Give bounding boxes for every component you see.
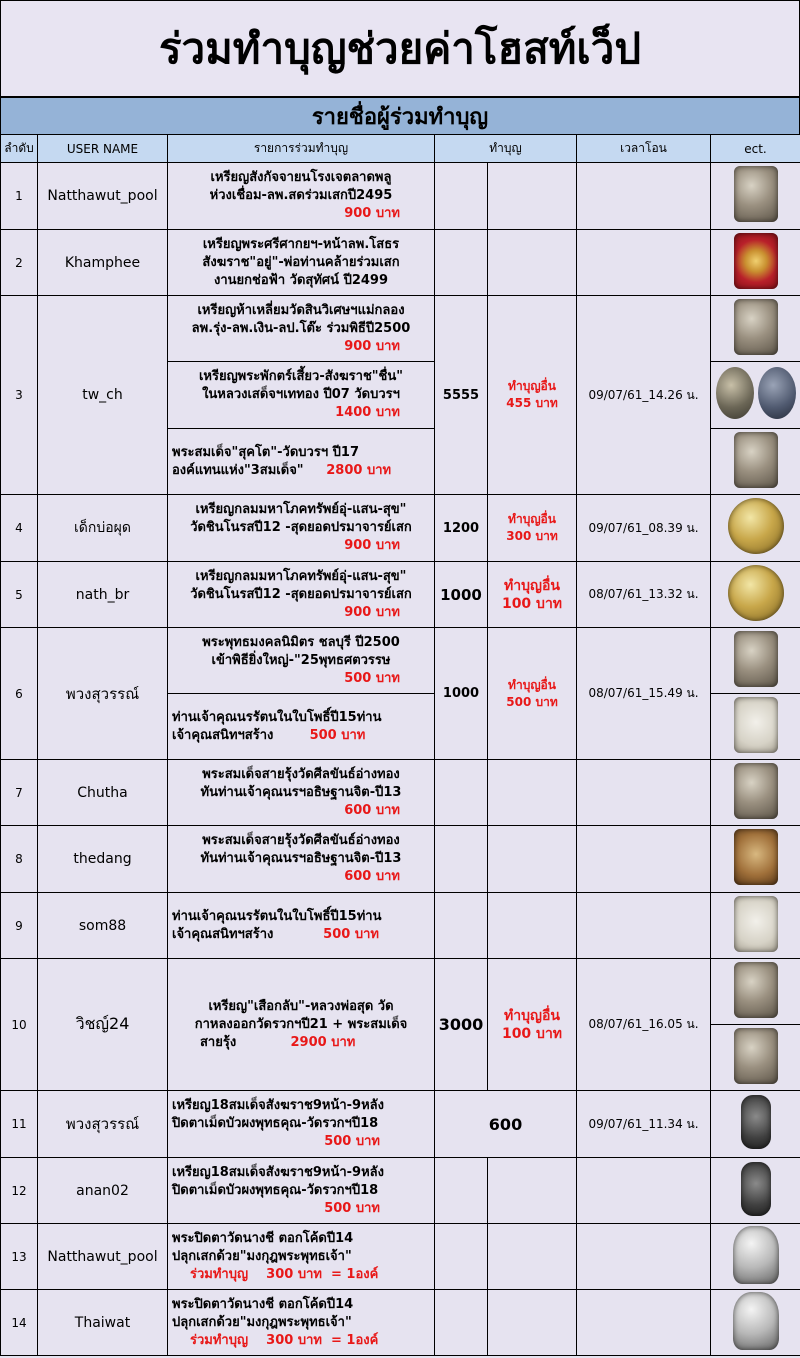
header-ect: ect. (711, 135, 800, 163)
row-extra (488, 628, 577, 760)
header-user: USER NAME (38, 135, 168, 163)
row-number: 8 (1, 826, 38, 893)
extra-label: ทำบุญอื่น (504, 577, 560, 594)
item-line: ทันท่านเจ้าคุณนรฯอธิษฐานจิต-ปี13 (200, 851, 402, 866)
row-amount: 1000 (435, 628, 488, 760)
item-price: 900 บาท (344, 604, 400, 620)
pendant-icon (741, 1095, 771, 1149)
row-item (168, 429, 435, 495)
row-item (168, 1290, 435, 1356)
row-item (168, 562, 435, 628)
row-user: Thaiwat (38, 1290, 168, 1356)
item-line-with-price (172, 462, 430, 480)
row-amount (435, 760, 488, 826)
row-item (168, 628, 435, 694)
row-image (711, 296, 800, 362)
row-image (711, 1290, 800, 1356)
item-line: เจ้าคุณสนิทฯสร้าง (172, 926, 274, 942)
row-amount (435, 163, 488, 230)
row-image (711, 1091, 800, 1158)
item-line: ห่วงเชื่อม-ลพ.สดร่วมเสกปี2495 (209, 188, 393, 203)
item-line: เหรียญกลมมหาโภคทรัพย์อุ่-แสน-สุข" (195, 568, 407, 584)
item-line: ปลุกเสกด้วย"มงกุฎพระพุทธเจ้า" (172, 1314, 352, 1330)
item-line: เหรียญ18สมเด็จสังฆราช9หน้า-9หลัง (172, 1098, 384, 1113)
item-line: ปิดตาเม็ดบัวผงพุทธคุณ-วัดรวกฯปี18 (172, 1182, 379, 1198)
row-number: 2 (1, 230, 38, 296)
row-image (711, 628, 800, 694)
item-line: เหรียญพระพักตร์เสี้ยว-สังฆราช"ชื่น" (198, 369, 404, 384)
row-time: 08/07/61_13.32 น. (577, 562, 711, 628)
row-number: 7 (1, 760, 38, 826)
extra-amount: 100 บาท (501, 595, 563, 612)
amulet-icon (734, 299, 778, 355)
item-price: 600 บาท (344, 802, 400, 818)
table-row (1, 163, 800, 230)
extra-amount: 455 บาท (506, 396, 558, 410)
table-row (1, 959, 800, 1025)
item-line: เข้าพิธียิ่งใหญ่-"25พุทธศตวรรษ (211, 652, 391, 668)
extra-label: ทำบุญอื่น (508, 512, 556, 526)
amulet-icon (734, 631, 778, 687)
white-amulet-icon (734, 896, 778, 952)
item-line: เหรียญพระศรีศากยฯ-หน้าลพ.โสธร (202, 236, 400, 252)
item-line-with-price (172, 1034, 430, 1052)
row-number: 3 (1, 296, 38, 495)
red-amulet-icon (734, 233, 778, 289)
table-row (1, 296, 800, 362)
item-line: กาหลงออกวัดรวกฯปี21 + พระสมเด็จ (194, 1016, 408, 1032)
row-time (577, 230, 711, 296)
row-image (711, 562, 800, 628)
row-user: Chutha (38, 760, 168, 826)
row-item (168, 1158, 435, 1224)
amulet-icon (734, 166, 778, 222)
row-item (168, 694, 435, 760)
table-row (1, 826, 800, 893)
row-item (168, 1224, 435, 1290)
item-line: เจ้าคุณสนิทฯสร้าง (172, 727, 274, 743)
item-line: วัดชินโนรสปี12 -สุดยอดปรมาจารย์เสก (190, 586, 412, 602)
table-row (1, 1224, 800, 1290)
item-line-with-price (172, 926, 430, 944)
row-time (577, 163, 711, 230)
row-amount (435, 826, 488, 893)
row-user: Natthawut_pool (38, 1224, 168, 1290)
item-line: เหรียญกลมมหาโภคทรัพย์อุ่-แสน-สุข" (195, 502, 407, 517)
amulet-icon (734, 432, 778, 488)
row-time: 09/07/61_08.39 น. (577, 495, 711, 562)
row-extra (488, 163, 577, 230)
row-extra (488, 1158, 577, 1224)
row-amount (435, 893, 488, 959)
row-amount (435, 230, 488, 296)
row-image (711, 1224, 800, 1290)
row-user: thedang (38, 826, 168, 893)
extra-amount: 100 บาท (501, 1025, 563, 1042)
row-amount (435, 1158, 488, 1224)
table-row (1, 495, 800, 562)
item-price: 500 บาท (323, 926, 379, 942)
row-number: 4 (1, 495, 38, 562)
item-line: ปิดตาเม็ดบัวผงพุทธคุณ-วัดรวกฯปี18 (172, 1116, 379, 1131)
row-user: พวงสุวรรณ์ (38, 1091, 168, 1158)
row-time (577, 1158, 711, 1224)
item-line: พระสมเด็จสายรุ้งวัดศีลขันธ์อ่างทอง (202, 833, 400, 848)
table-header-row (1, 135, 800, 163)
header-time: เวลาโอน (577, 135, 711, 163)
item-line: ท่านเจ้าคุณนรรัตนในใบโพธิ์ปี15ท่าน (172, 908, 382, 924)
row-time: 09/07/61_14.26 น. (577, 296, 711, 495)
item-line: สังฆราช"อยู่"-พ่อท่านคล้ายร่วมเสก (202, 254, 400, 270)
row-extra (488, 495, 577, 562)
header-no: ลำดับ (1, 135, 38, 163)
item-line: พระพุทธมงคลนิมิตร ชลบุรี ปี2500 (202, 634, 400, 650)
item-line: ปลุกเสกด้วย"มงกุฎพระพุทธเจ้า" (172, 1248, 352, 1264)
row-number: 10 (1, 959, 38, 1091)
row-time (577, 893, 711, 959)
item-price: 2800 บาท (326, 462, 392, 478)
extra-amount: 300 บาท (506, 529, 558, 543)
row-user: tw_ch (38, 296, 168, 495)
row-number: 13 (1, 1224, 38, 1290)
item-price: 1400 บาท (335, 405, 400, 420)
medal-icon (734, 962, 778, 1018)
row-user: Khamphee (38, 230, 168, 296)
item-price: 900 บาท (344, 538, 400, 553)
table-row (1, 893, 800, 959)
row-time: 08/07/61_16.05 น. (577, 959, 711, 1091)
row-amount (435, 1290, 488, 1356)
row-extra (488, 760, 577, 826)
row-item (168, 362, 435, 429)
item-price: ร่วมทำบุญ 300 บาท = 1องค์ (190, 1332, 379, 1348)
table-row (1, 1158, 800, 1224)
extra-label: ทำบุญอื่น (504, 1007, 560, 1024)
row-item (168, 959, 435, 1091)
row-number: 1 (1, 163, 38, 230)
item-price: 500 บาท (344, 670, 400, 686)
item-line: เหรียญสังกัจจายนโรงเจตลาดพลู (210, 170, 392, 185)
row-user: som88 (38, 893, 168, 959)
row-item (168, 230, 435, 296)
item-line: พระปิดตาวัดนางชี ตอกโค้ดปี14 (172, 1296, 354, 1312)
table-row (1, 562, 800, 628)
row-user: anan02 (38, 1158, 168, 1224)
row-image (711, 959, 800, 1025)
row-user: พวงสุวรรณ์ (38, 628, 168, 760)
table-row (1, 628, 800, 694)
row-extra (488, 826, 577, 893)
amulet-icon (734, 1028, 778, 1084)
item-line: สายรุ้ง (200, 1034, 237, 1050)
table-row (1, 230, 800, 296)
row-extra (488, 959, 577, 1091)
row-user: nath_br (38, 562, 168, 628)
item-line: พระสมเด็จสายรุ้งวัดศีลขันธ์อ่างทอง (202, 766, 400, 782)
item-line: ทันท่านเจ้าคุณนรฯอธิษฐานจิต-ปี13 (200, 784, 402, 800)
brown-amulet-icon (734, 829, 778, 885)
extra-label: ทำบุญอื่น (508, 379, 556, 393)
row-user: เด็กบ่อผุด (38, 495, 168, 562)
row-image (711, 1025, 800, 1091)
row-extra (488, 1224, 577, 1290)
silver-amulet-icon (733, 1292, 779, 1350)
amulet-icon (734, 763, 778, 819)
row-image (711, 163, 800, 230)
row-extra (488, 296, 577, 495)
item-price: 500 บาท (309, 727, 366, 743)
row-number: 12 (1, 1158, 38, 1224)
extra-amount: 500 บาท (506, 694, 558, 709)
table-row (1, 1091, 800, 1158)
header-items: รายการร่วมทำบุญ (168, 135, 435, 163)
row-time (577, 826, 711, 893)
pair-medal-icon (716, 367, 796, 419)
row-number: 5 (1, 562, 38, 628)
row-extra (488, 230, 577, 296)
row-image (711, 495, 800, 562)
item-line: ท่านเจ้าคุณนรรัตนในใบโพธิ์ปี15ท่าน (172, 709, 382, 725)
gold-coin-icon (728, 565, 784, 621)
page-title: ร่วมทำบุญช่วยค่าโฮสท์เว็ป (0, 0, 800, 97)
item-line: งานยกช่อฟ้า วัดสุทัศน์ ปี2499 (213, 272, 389, 288)
row-image (711, 362, 800, 429)
row-item (168, 826, 435, 893)
row-extra (488, 893, 577, 959)
row-extra (488, 1290, 577, 1356)
row-time (577, 760, 711, 826)
donor-table (0, 134, 800, 1356)
row-amount: 600 (435, 1091, 577, 1158)
item-line: เหรียญ18สมเด็จสังฆราช9หน้า-9หลัง (172, 1164, 384, 1180)
item-line: เหรียญ"เสือกลับ"-หลวงพ่อสุด วัด (208, 998, 394, 1014)
row-amount: 1000 (435, 562, 488, 628)
row-item (168, 163, 435, 230)
item-line: พระสมเด็จ"สุคโต"-วัดบวรฯ ปี17 (172, 444, 359, 460)
row-number: 14 (1, 1290, 38, 1356)
item-line: วัดชินโนรสปี12 -สุดยอดปรมาจารย์เสก (190, 520, 412, 535)
item-line: เหรียญห้าเหลี่ยมวัดสินวิเศษฯแม่กลอง (197, 302, 405, 318)
row-item (168, 893, 435, 959)
item-line: ลพ.รุ่ง-ลพ.เงิน-ลป.โต๊ะ ร่วมพิธีปี2500 (191, 320, 411, 336)
row-time (577, 1290, 711, 1356)
item-line: องค์แทนแห่ง"3สมเด็จ" (172, 462, 304, 478)
item-price: 2900 บาท (290, 1034, 356, 1050)
pendant-icon (741, 1162, 771, 1216)
row-item (168, 296, 435, 362)
extra-label: ทำบุญอื่น (508, 677, 556, 692)
item-price: 500 บาท (324, 1200, 380, 1216)
row-image (711, 230, 800, 296)
row-image (711, 826, 800, 893)
row-item (168, 495, 435, 562)
item-line-with-price (172, 727, 430, 745)
item-price: 900 บาท (344, 206, 400, 221)
item-line: พระปิดตาวัดนางชี ตอกโค้ดปี14 (172, 1230, 354, 1246)
row-image (711, 760, 800, 826)
table-row (1, 1290, 800, 1356)
row-amount (435, 1224, 488, 1290)
item-price: 900 บาท (344, 338, 400, 354)
row-number: 9 (1, 893, 38, 959)
silver-amulet-icon (733, 1226, 779, 1284)
row-time (577, 1224, 711, 1290)
page-subtitle: รายชื่อผู้ร่วมทำบุญ (0, 97, 800, 135)
row-extra (488, 562, 577, 628)
row-item (168, 760, 435, 826)
row-user: วิชญ์24 (38, 959, 168, 1091)
row-number: 11 (1, 1091, 38, 1158)
row-image (711, 1158, 800, 1224)
row-item (168, 1091, 435, 1158)
row-amount: 5555 (435, 296, 488, 495)
row-amount: 1200 (435, 495, 488, 562)
row-time: 08/07/61_15.49 น. (577, 628, 711, 760)
item-price: 600 บาท (344, 869, 400, 884)
row-image (711, 694, 800, 760)
row-number: 6 (1, 628, 38, 760)
header-donation: ทำบุญ (435, 135, 577, 163)
item-line: ในหลวงเสด็จฯเททอง ปี07 วัดบวรฯ (202, 387, 400, 402)
row-amount: 3000 (435, 959, 488, 1091)
row-image (711, 893, 800, 959)
table-row (1, 760, 800, 826)
white-amulet-icon (734, 697, 778, 753)
row-image (711, 429, 800, 495)
row-user: Natthawut_pool (38, 163, 168, 230)
item-price: 500 บาท (324, 1134, 380, 1149)
gold-coin-icon (728, 498, 784, 554)
row-time: 09/07/61_11.34 น. (577, 1091, 711, 1158)
item-price: ร่วมทำบุญ 300 บาท = 1องค์ (190, 1266, 379, 1282)
